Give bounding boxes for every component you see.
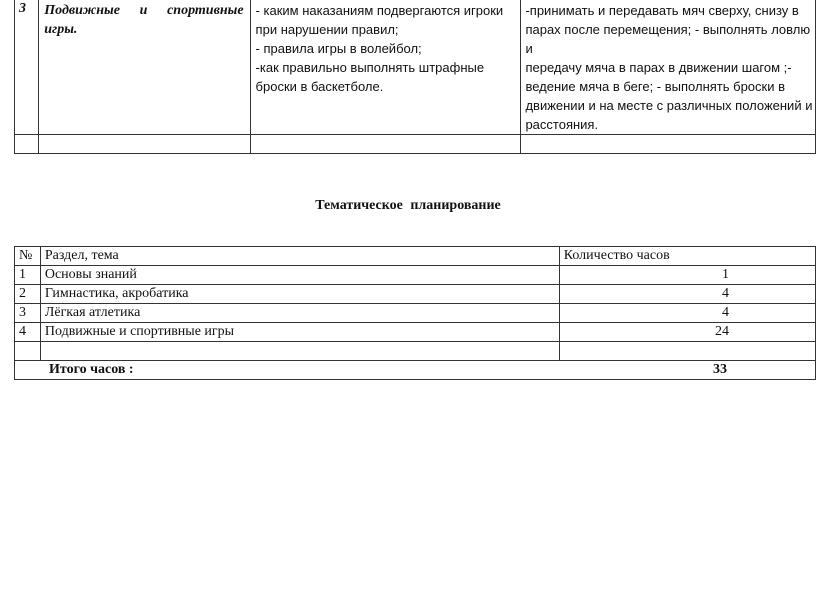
total-row	[15, 361, 816, 380]
empty-table-row	[15, 342, 816, 361]
total-value: 33	[713, 362, 727, 377]
row-section: Лёгкая атлетика	[40, 304, 559, 323]
empty-table-row	[15, 135, 816, 154]
section-name-cell	[39, 0, 250, 135]
knowledge-line: -как правильно выполнять штрафные	[255, 60, 485, 75]
skills-cell	[521, 0, 816, 135]
row-num: 1	[15, 266, 41, 285]
row-section: Подвижные и спортивные игры	[40, 323, 559, 342]
row-num: 4	[15, 323, 41, 342]
total-cell	[15, 361, 816, 380]
row-hours: 24	[559, 323, 815, 342]
table-row	[15, 323, 816, 342]
skills-line: -принимать и передавать мяч сверху, снизу в	[525, 3, 799, 18]
planning-table	[14, 246, 816, 380]
row-hours: 4	[559, 285, 815, 304]
knowledge-line: - каким наказаниям подвергаются игроки	[255, 3, 504, 18]
section-name-line: игры.	[44, 22, 78, 37]
empty-cell	[40, 342, 559, 361]
empty-cell	[559, 342, 815, 361]
skills-line: парах после перемещения; - выполнять ловлю и	[525, 22, 811, 56]
skills-line: расстояния.	[525, 117, 599, 132]
table-header-row	[15, 247, 816, 266]
knowledge-line: при нарушении правил;	[255, 22, 399, 37]
empty-cell	[521, 135, 816, 154]
table-row	[15, 304, 816, 323]
empty-cell	[39, 135, 250, 154]
row-num: 3	[15, 304, 41, 323]
row-section: Гимнастика, акробатика	[40, 285, 559, 304]
row-number: 3	[15, 0, 39, 135]
competencies-table	[14, 0, 816, 154]
skills-line: ведение мяча в беге; - выполнять броски в	[525, 79, 785, 94]
total-label: Итого часов :	[49, 362, 134, 377]
knowledge-line: - правила игры в волейбол;	[255, 41, 422, 56]
section-name-line: Подвижные и спортивные	[44, 3, 244, 18]
empty-cell	[15, 342, 41, 361]
table-row	[15, 0, 816, 135]
knowledge-line: броски в баскетболе.	[255, 79, 384, 94]
empty-cell	[250, 135, 521, 154]
skills-line: передачу мяча в парах в движении шагом ;-	[525, 60, 792, 75]
table-row	[15, 266, 816, 285]
row-section: Основы знаний	[40, 266, 559, 285]
knowledge-cell	[250, 0, 521, 135]
row-hours: 4	[559, 304, 815, 323]
table-row	[15, 285, 816, 304]
empty-cell	[15, 135, 39, 154]
header-num: №	[15, 247, 41, 266]
skills-line: движении и на месте с различных положений и	[525, 98, 813, 113]
header-section: Раздел, тема	[40, 247, 559, 266]
row-hours: 1	[559, 266, 815, 285]
header-hours: Количество часов	[559, 247, 815, 266]
planning-title: Тематическое планирование	[315, 198, 501, 213]
row-num: 2	[15, 285, 41, 304]
